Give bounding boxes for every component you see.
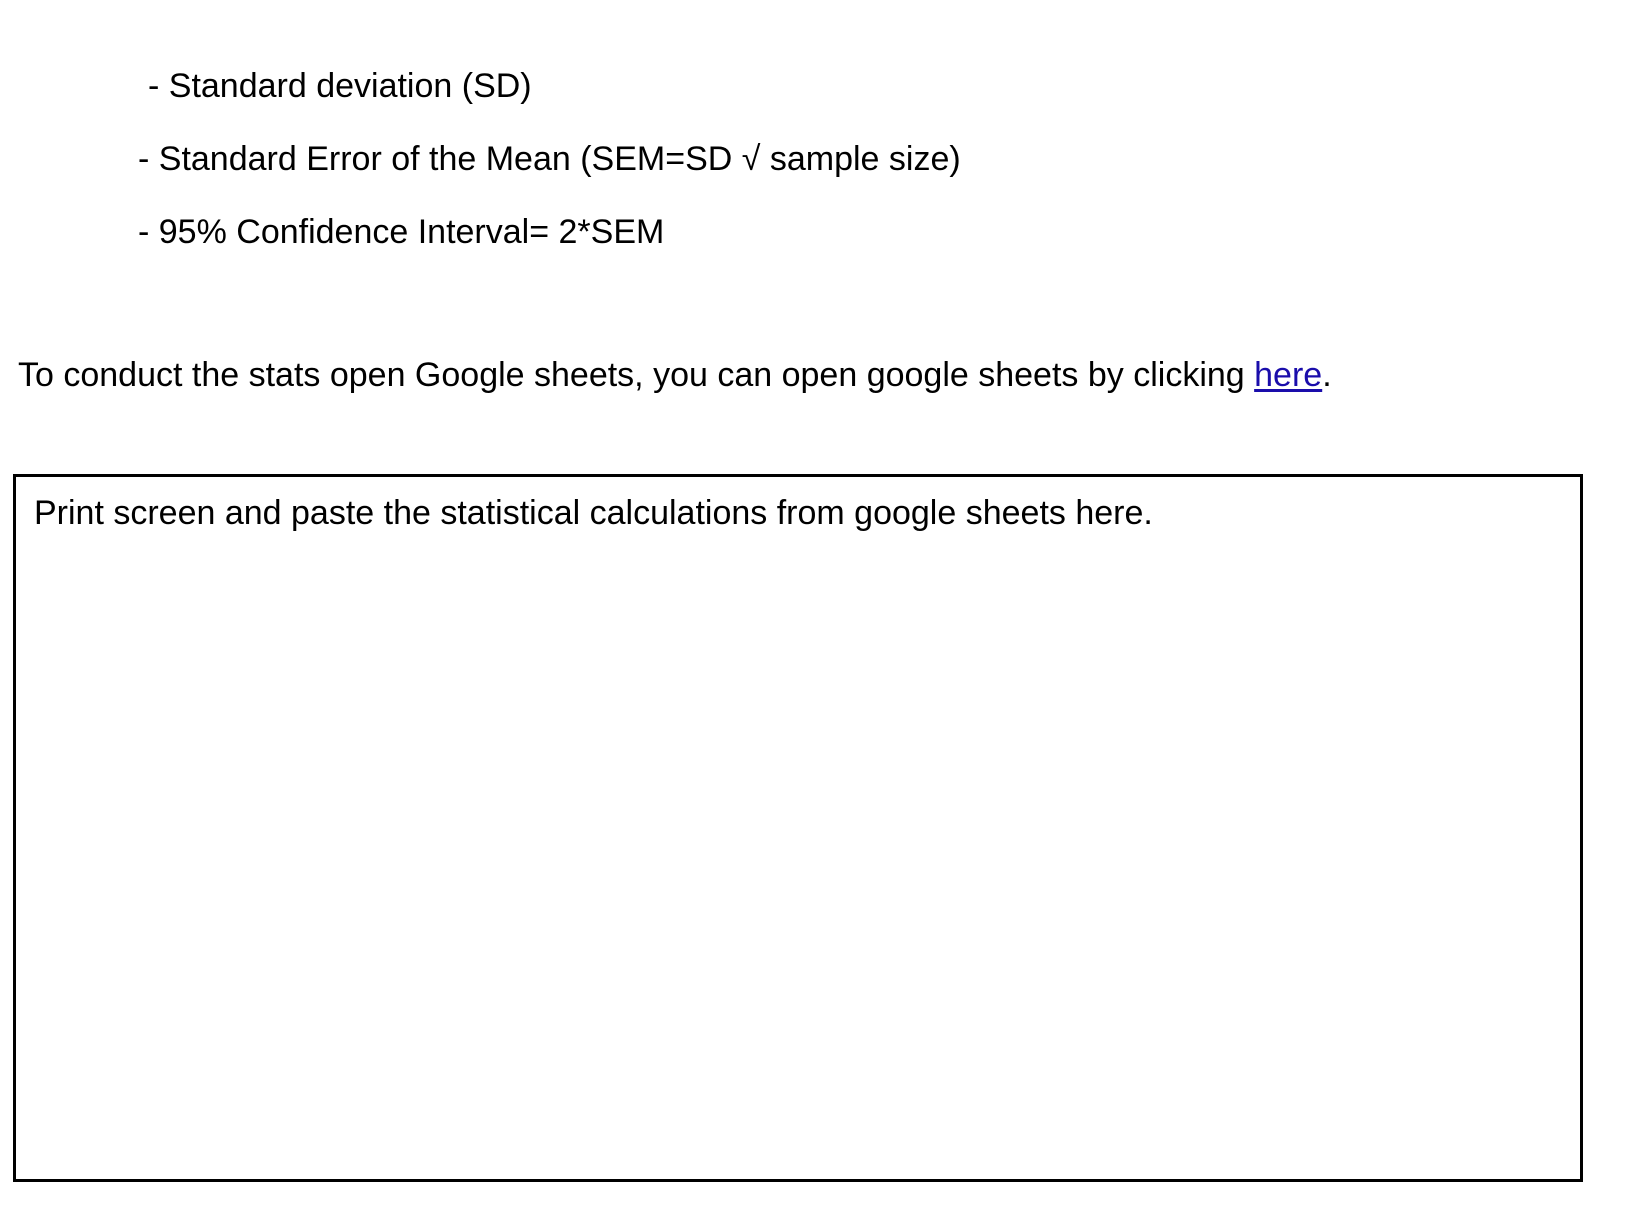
google-sheets-link[interactable]: here: [1254, 356, 1323, 394]
instruction-paragraph: [18, 355, 1332, 395]
instruction-suffix: .: [1322, 356, 1332, 394]
bullet-standard-deviation: - Standard deviation (SD): [148, 67, 532, 105]
bullet-confidence-interval: - 95% Confidence Interval= 2*SEM: [138, 213, 665, 251]
paste-box-prompt: Print screen and paste the statistical calculations from google sheets here.: [34, 494, 1153, 532]
bullet-standard-error: - Standard Error of the Mean (SEM=SD √ sample size): [138, 140, 961, 178]
paste-answer-box[interactable]: [13, 474, 1583, 1182]
instruction-text: To conduct the stats open Google sheets, you can open google sheets by clicking: [18, 356, 1255, 394]
